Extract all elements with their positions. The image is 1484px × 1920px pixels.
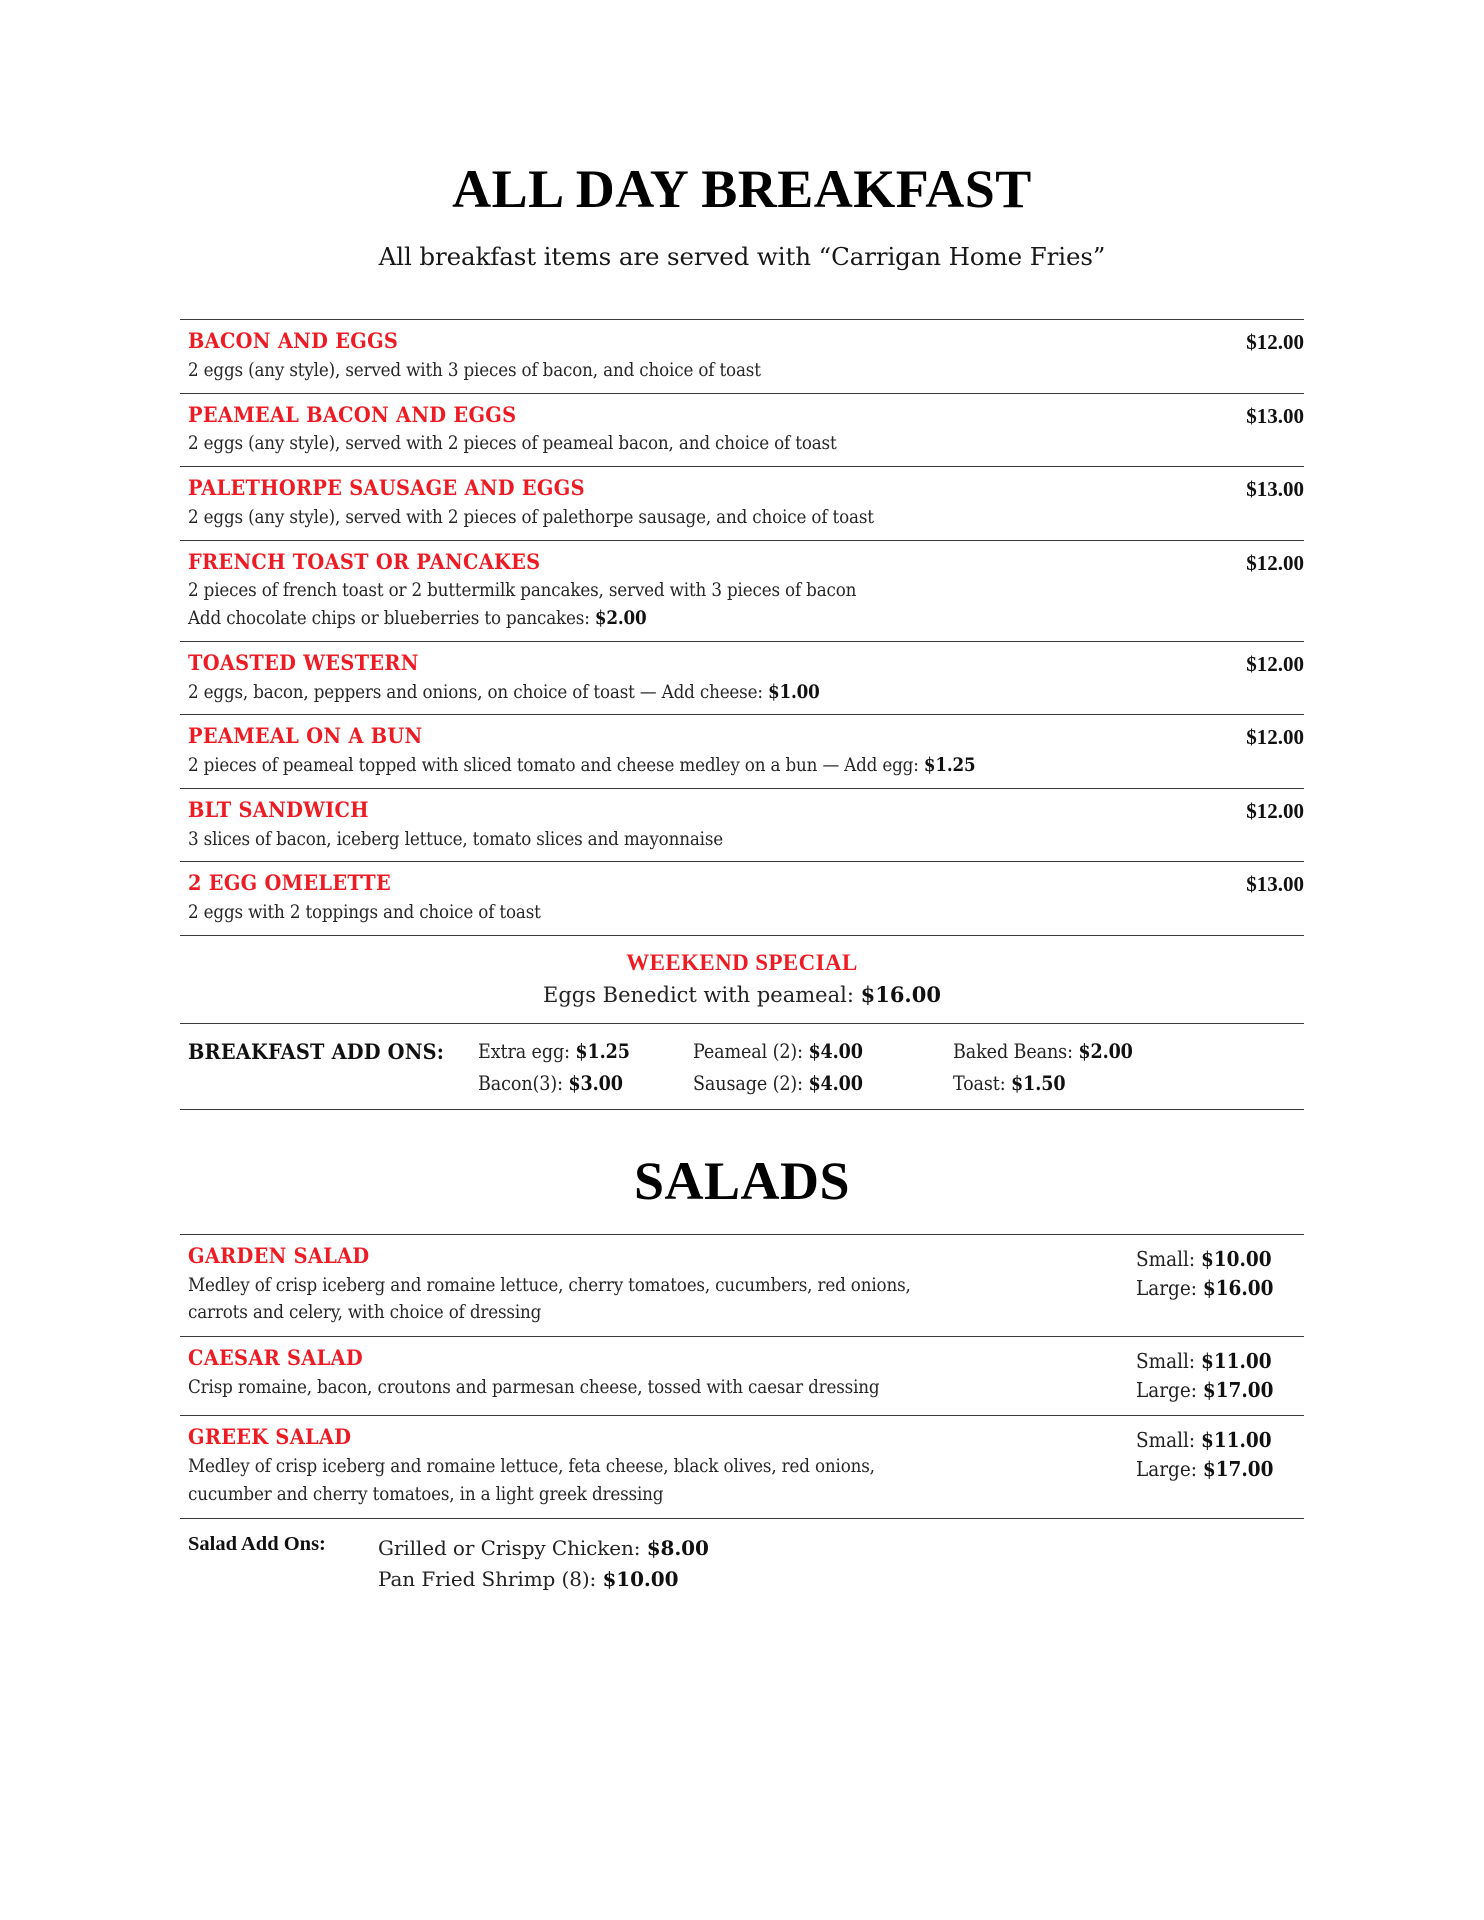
salad-addon-price: $10.00 xyxy=(602,1566,679,1591)
salad-item xyxy=(180,1235,1304,1337)
menu-item-description xyxy=(180,678,1222,706)
menu-item-price: $12.00 xyxy=(1246,651,1304,676)
menu-item-price: $12.00 xyxy=(1246,330,1304,354)
menu-item-description-text: 2 eggs (any style), served with 3 pieces of bacon, and choice of toast xyxy=(188,359,761,381)
menu-item-description xyxy=(180,429,1222,457)
salad-price-large-label: Large: xyxy=(1136,1457,1203,1482)
salad-price-small-label: Small: xyxy=(1136,1428,1201,1453)
breakfast-addon-label: Bacon(3): xyxy=(478,1071,569,1095)
menu-item xyxy=(180,715,1304,789)
salad-item-list xyxy=(180,1234,1304,1519)
weekend-special-price: $16.00 xyxy=(860,981,941,1007)
menu-item-description xyxy=(180,751,1222,779)
breakfast-addon-item xyxy=(693,1072,953,1095)
menu-item-main xyxy=(180,871,1222,926)
salad-price-large-value: $17.00 xyxy=(1202,1457,1274,1482)
breakfast-addon-item xyxy=(693,1040,953,1063)
menu-item xyxy=(180,541,1304,642)
menu-item-name: PALETHORPE SAUSAGE AND EGGS xyxy=(188,476,585,502)
menu-item-name: TOASTED WESTERN xyxy=(188,650,419,676)
salad-price-large-label: Large: xyxy=(1136,1276,1203,1301)
salad-item xyxy=(180,1337,1304,1416)
breakfast-addon-price: $4.00 xyxy=(808,1039,863,1063)
salad-item-description: cucumber and cherry tomatoes, in a light greek dressing xyxy=(188,1483,664,1505)
breakfast-addon-item xyxy=(478,1072,693,1095)
salad-item-name: CAESAR SALAD xyxy=(188,1346,363,1372)
breakfast-addons-grid xyxy=(478,1040,1304,1095)
menu-item-description-text: 3 slices of bacon, iceberg lettuce, tomato slices and mayonnaise xyxy=(188,828,724,850)
salad-item-main xyxy=(180,1244,1136,1326)
menu-item xyxy=(180,789,1304,863)
breakfast-addon-price: $1.50 xyxy=(1011,1071,1066,1095)
breakfast-addon-label: Sausage (2): xyxy=(693,1071,809,1095)
breakfast-item-list xyxy=(180,319,1304,936)
menu-item-name: BACON AND EGGS xyxy=(188,329,399,354)
salad-price-small-label: Small: xyxy=(1136,1349,1201,1374)
salad-item-prices xyxy=(1136,1346,1304,1405)
breakfast-addon-label: Extra egg: xyxy=(478,1039,576,1063)
menu-item-inline-price: $1.00 xyxy=(768,681,820,703)
salad-addons-lines xyxy=(378,1533,1304,1595)
breakfast-addon-price: $4.00 xyxy=(808,1071,863,1095)
menu-item-description xyxy=(180,503,1222,531)
menu-item-description-text: 2 eggs with 2 toppings and choice of toast xyxy=(188,902,541,924)
salad-item xyxy=(180,1416,1304,1518)
breakfast-addon-item xyxy=(953,1072,1304,1095)
menu-item xyxy=(180,467,1304,541)
breakfast-addons-label: BREAKFAST ADD ONS: xyxy=(188,1039,445,1065)
menu-item-main xyxy=(180,724,1222,779)
menu-item xyxy=(180,394,1304,468)
menu-item-inline-price: $2.00 xyxy=(594,608,647,630)
menu-item-price: $13.00 xyxy=(1246,403,1304,428)
breakfast-addon-item xyxy=(953,1040,1304,1063)
menu-item-name: PEAMEAL ON A BUN xyxy=(188,724,423,750)
menu-item-price: $12.00 xyxy=(1246,550,1304,575)
salad-addon-label: Pan Fried Shrimp (8): xyxy=(378,1566,603,1591)
menu-item-name: FRENCH TOAST OR PANCAKES xyxy=(188,549,541,575)
salad-price-small-value: $11.00 xyxy=(1200,1349,1272,1374)
weekend-special-label: Eggs Benedict with peameal: xyxy=(543,982,861,1007)
menu-item-description-text: 2 eggs (any style), served with 2 pieces of palethorpe sausage, and choice of toast xyxy=(188,506,874,528)
page-title-salads: SALADS xyxy=(633,1150,851,1211)
menu-item-price: $13.00 xyxy=(1246,477,1304,502)
menu-item-description-text: 2 eggs, bacon, peppers and onions, on choice of toast — Add cheese: xyxy=(188,681,769,703)
menu-item xyxy=(180,320,1304,394)
weekend-special-title: WEEKEND SPECIAL xyxy=(626,949,858,975)
salad-addon-item xyxy=(378,1533,1304,1564)
salad-item-description: Medley of crisp iceberg and romaine lettuce, cherry tomatoes, cucumbers, red onions, xyxy=(188,1274,911,1296)
salad-price-small-label: Small: xyxy=(1136,1246,1201,1271)
salad-item-description: Medley of crisp iceberg and romaine lettuce, feta cheese, black olives, red onions, xyxy=(188,1456,875,1478)
salad-price-large-value: $17.00 xyxy=(1202,1378,1274,1403)
menu-item-main xyxy=(180,329,1222,384)
salad-price-small xyxy=(1136,1245,1304,1274)
salad-price-small-value: $10.00 xyxy=(1200,1246,1272,1271)
weekend-special-block xyxy=(180,936,1304,1024)
breakfast-addon-label: Peameal (2): xyxy=(693,1039,809,1063)
salad-item-description: carrots and celery, with choice of dressing xyxy=(188,1302,542,1324)
menu-item-description xyxy=(180,898,1222,926)
breakfast-addon-price: $1.25 xyxy=(575,1039,630,1063)
breakfast-addon-item xyxy=(478,1040,693,1063)
salad-price-large xyxy=(1136,1274,1304,1303)
breakfast-addon-price: $3.00 xyxy=(568,1071,623,1095)
page-title-breakfast: ALL DAY BREAKFAST xyxy=(452,159,1032,219)
menu-item-description-text: Add chocolate chips or blueberries to pancakes: xyxy=(188,608,595,630)
breakfast-addon-price: $2.00 xyxy=(1078,1039,1133,1063)
salad-addon-price: $8.00 xyxy=(646,1535,709,1560)
menu-item-description-text: 2 pieces of peameal topped with sliced tomato and cheese medley on a bun — Add egg: xyxy=(188,755,924,777)
menu-item-description xyxy=(180,356,1222,384)
salad-item-name: GARDEN SALAD xyxy=(188,1243,370,1269)
menu-item-price: $12.00 xyxy=(1246,725,1304,750)
menu-item-price: $13.00 xyxy=(1246,872,1304,897)
menu-item xyxy=(180,862,1304,936)
salad-price-small xyxy=(1136,1347,1304,1376)
salad-item-main xyxy=(180,1346,1136,1401)
menu-item-name: 2 EGG OMELETTE xyxy=(188,871,392,897)
salad-addons-label: Salad Add Ons: xyxy=(188,1532,326,1555)
weekend-special-item xyxy=(180,976,1304,1007)
menu-item-name: BLT SANDWICH xyxy=(188,797,369,823)
menu-item-main xyxy=(180,550,1222,632)
breakfast-subtitle: All breakfast items are served with “Carrigan Home Fries” xyxy=(378,242,1106,271)
salad-item-description: Crisp romaine, bacon, croutons and parmesan cheese, tossed with caesar dressing xyxy=(188,1376,880,1398)
menu-item-description xyxy=(180,576,1222,604)
menu-item-main xyxy=(180,651,1222,706)
menu-item xyxy=(180,642,1304,716)
salad-price-large xyxy=(1136,1376,1304,1405)
salad-price-large-value: $16.00 xyxy=(1202,1276,1274,1301)
breakfast-addons-block xyxy=(180,1024,1304,1110)
salad-item-prices xyxy=(1136,1425,1304,1484)
salad-price-small xyxy=(1136,1426,1304,1455)
menu-item-description-text: 2 pieces of french toast or 2 buttermilk pancakes, served with 3 pieces of bacon xyxy=(188,580,857,602)
breakfast-addon-label: Toast: xyxy=(953,1071,1012,1095)
menu-item-main xyxy=(180,798,1222,853)
salad-price-large xyxy=(1136,1455,1304,1484)
menu-item-inline-price: $1.25 xyxy=(923,755,976,777)
menu-item-description-text: 2 eggs (any style), served with 2 pieces of peameal bacon, and choice of toast xyxy=(188,433,837,455)
menu-item-name: PEAMEAL BACON AND EGGS xyxy=(188,402,517,428)
salad-price-large-label: Large: xyxy=(1136,1378,1203,1403)
breakfast-addon-label: Baked Beans: xyxy=(953,1039,1079,1063)
menu-item-main xyxy=(180,476,1222,531)
menu-item-main xyxy=(180,403,1222,458)
salad-price-small-value: $11.00 xyxy=(1200,1428,1272,1453)
salad-addons-block xyxy=(180,1519,1304,1595)
salad-item-main xyxy=(180,1425,1136,1507)
menu-item-price: $12.00 xyxy=(1246,798,1304,823)
menu-item-description xyxy=(180,604,1222,632)
salad-item-prices xyxy=(1136,1244,1304,1303)
menu-item-description xyxy=(180,825,1222,853)
salad-addon-item xyxy=(378,1564,1304,1595)
salad-addon-label: Grilled or Crispy Chicken: xyxy=(378,1535,647,1560)
salad-item-name: GREEK SALAD xyxy=(188,1425,352,1451)
